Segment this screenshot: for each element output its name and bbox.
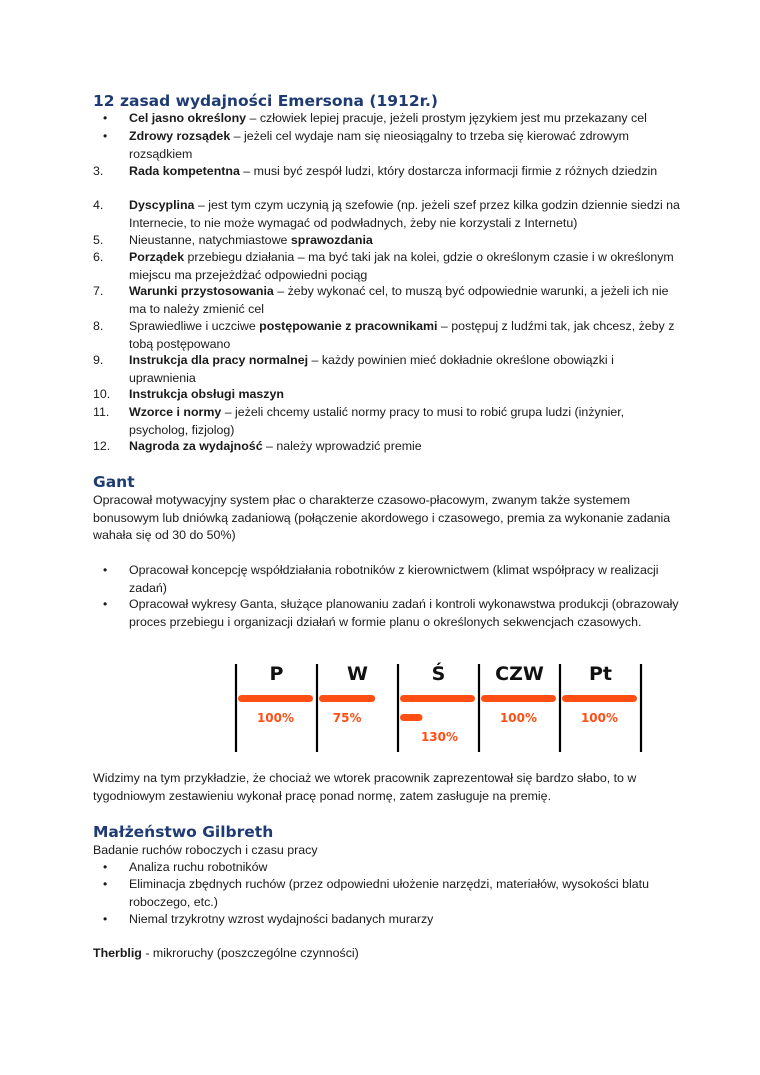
- emerson-item-2: [93, 128, 683, 163]
- number-marker: 8.: [93, 319, 104, 333]
- therblig-definition: [93, 945, 683, 963]
- gant-title: Gant: [93, 473, 135, 491]
- therblig-term: Therblig: [93, 946, 142, 960]
- bullet-marker: •: [103, 912, 108, 926]
- item-bold: Rada kompetentna: [129, 164, 240, 178]
- item-bold: Porządek: [129, 250, 185, 264]
- therblig-text: - mikroruchy (poszczególne czynności): [141, 946, 359, 960]
- emerson-item-4: [93, 197, 683, 232]
- emerson-item-9: [93, 352, 683, 387]
- gantt-bar-overflow: [400, 714, 423, 721]
- gantt-day-label: P: [269, 663, 284, 685]
- number-marker: 11.: [93, 405, 110, 419]
- gant-conclusion: Widzimy na tym przykładzie, że chociaż we wtorek pracownik zaprezentował się bardzo słabo, to w tygodniowym zestawieniu wykonał pracę ponad normę, zatem zasługuje na premię.: [93, 771, 637, 803]
- gilbreth-bullet-3: [93, 911, 683, 929]
- bullet-marker: •: [103, 563, 108, 577]
- gantt-day-label: Ś: [431, 663, 446, 685]
- emerson-item-10: [93, 386, 683, 404]
- gantt-bar: [400, 695, 475, 702]
- item-bold: Wzorce i normy: [129, 405, 222, 419]
- emerson-item-11: [93, 404, 683, 439]
- item-text: Niemal trzykrotny wzrost wydajności badanych murarzy: [129, 912, 434, 926]
- item-text: – jest tym czym uczynią ją szefowie (np. jeżeli szef przez kilka godzin dziennie siedzi na Internecie, to nie może wymagać od podwładnych, żeby nie korzystali z Internetu): [129, 198, 680, 230]
- item-text: przebiegu działania – ma być taki jak na kolei, gdzie o określonym czasie i w określonym miejscu ma przejeżdżać odpowiedni pociąg: [129, 250, 674, 282]
- item-text: – każdy powinien mieć dokładnie określone obowiązki i uprawnienia: [129, 353, 614, 385]
- gant-intro: Opracował motywacyjny system płac o charakterze czasowo-płacowym, zwanym także systemem bonusowym lub dniówką zadaniową (połączenie akordowego i czasowego, premia za wykonanie zadania wahała się od 30 do 50%): [93, 493, 671, 543]
- item-text: – postępuj z ludźmi tak, jak chcesz, żeby z tobą postępowano: [129, 319, 675, 351]
- emerson-item-1: [93, 110, 683, 128]
- item-text: Analiza ruchu robotników: [129, 860, 268, 874]
- item-text: – należy wprowadzić premie: [262, 439, 422, 453]
- item-text: – musi być zespół ludzi, który dostarcza informacji firmie z różnych dziedzin: [239, 164, 658, 178]
- gilbreth-bullet-1: [93, 859, 683, 877]
- bullet-marker: •: [103, 877, 108, 891]
- item-bold: postępowanie z pracownikami: [259, 319, 438, 333]
- gantt-value-label: 100%: [499, 711, 538, 725]
- gantt-bar: [481, 695, 556, 702]
- number-marker: 12.: [93, 439, 111, 453]
- item-text: Sprawiedliwe i uczciwe: [129, 319, 260, 333]
- gantt-value-label: 100%: [580, 711, 619, 725]
- item-text: – żeby wykonać cel, to muszą być odpowiednie warunki, a jeżeli ich nie ma to należy zmienić cel: [129, 284, 669, 316]
- gantt-value-label: 100%: [256, 711, 295, 725]
- item-text: Opracował wykresy Ganta, służące planowaniu zadań i kontroli wykonawstwa produkcji (obrazowały proces przebiegu i organizacji działań w formie planu o określonych sekwencjach czasowych.: [129, 597, 679, 629]
- gantt-bar: [238, 695, 313, 702]
- number-marker: 5.: [93, 233, 104, 247]
- emerson-item-7: [93, 283, 683, 318]
- bullet-marker: •: [103, 860, 108, 874]
- item-bold: Cel jasno określony: [129, 111, 247, 125]
- item-text: – człowiek lepiej pracuje, jeżeli prostym językiem jest mu przekazany cel: [246, 111, 647, 125]
- number-marker: 4.: [93, 198, 104, 212]
- gantt-day-label: W: [347, 663, 368, 685]
- item-text: Opracował koncepcję współdziałania robotników z kierownictwem (klimat współpracy w realizacji zadań): [129, 563, 659, 595]
- gant-bullet-1: [93, 562, 683, 597]
- emerson-title: 12 zasad wydajności Emersona (1912r.): [93, 92, 439, 110]
- item-bold: Nagroda za wydajność: [129, 439, 263, 453]
- item-bold: Dyscyplina: [129, 198, 195, 212]
- bullet-marker: •: [103, 111, 108, 125]
- item-bold: sprawozdania: [290, 233, 373, 247]
- item-bold: Instrukcja dla pracy normalnej: [129, 353, 309, 367]
- item-bold: Zdrowy rozsądek: [129, 129, 231, 143]
- gantt-chart: [226, 660, 646, 756]
- number-marker: 3.: [93, 164, 104, 178]
- item-bold: Instrukcja obsługi maszyn: [129, 387, 284, 401]
- bullet-marker: •: [103, 129, 108, 143]
- gantt-bar: [562, 695, 637, 702]
- item-bold: Warunki przystosowania: [129, 284, 274, 298]
- gilbreth-title: Małżeństwo Gilbreth: [93, 823, 274, 841]
- gantt-value-label: 130%: [420, 730, 459, 744]
- gantt-day-label: CZW: [495, 663, 544, 685]
- gantt-bar: [319, 695, 375, 702]
- emerson-item-12: [93, 438, 683, 456]
- bullet-marker: •: [103, 597, 108, 611]
- item-text: – jeżeli cel wydaje nam się nieosiągalny to trzeba się kierować zdrowym rozsądkiem: [129, 129, 629, 161]
- item-text: Eliminacja zbędnych ruchów (przez odpowiedni ułożenie narzędzi, materiałów, wysokości blatu roboczego, etc.): [129, 877, 649, 909]
- number-marker: 9.: [93, 353, 104, 367]
- item-text: – jeżeli chcemy ustalić normy pracy to musi to robić grupa ludzi (inżynier, psycholog, fizjolog): [129, 405, 625, 437]
- item-text: Nieustanne, natychmiastowe: [129, 233, 291, 247]
- number-marker: 6.: [93, 250, 104, 264]
- gantt-day-label: Pt: [588, 663, 613, 685]
- emerson-item-8: [93, 318, 683, 353]
- emerson-item-6: [93, 249, 683, 284]
- gilbreth-intro: Badanie ruchów roboczych i czasu pracy: [93, 843, 318, 857]
- gant-bullet-2: [93, 596, 683, 631]
- number-marker: 10.: [93, 387, 111, 401]
- gilbreth-bullet-2: [93, 876, 683, 911]
- number-marker: 7.: [93, 284, 104, 298]
- emerson-item-3: [93, 163, 683, 181]
- gantt-value-label: 75%: [332, 711, 362, 725]
- emerson-item-5: [93, 232, 683, 250]
